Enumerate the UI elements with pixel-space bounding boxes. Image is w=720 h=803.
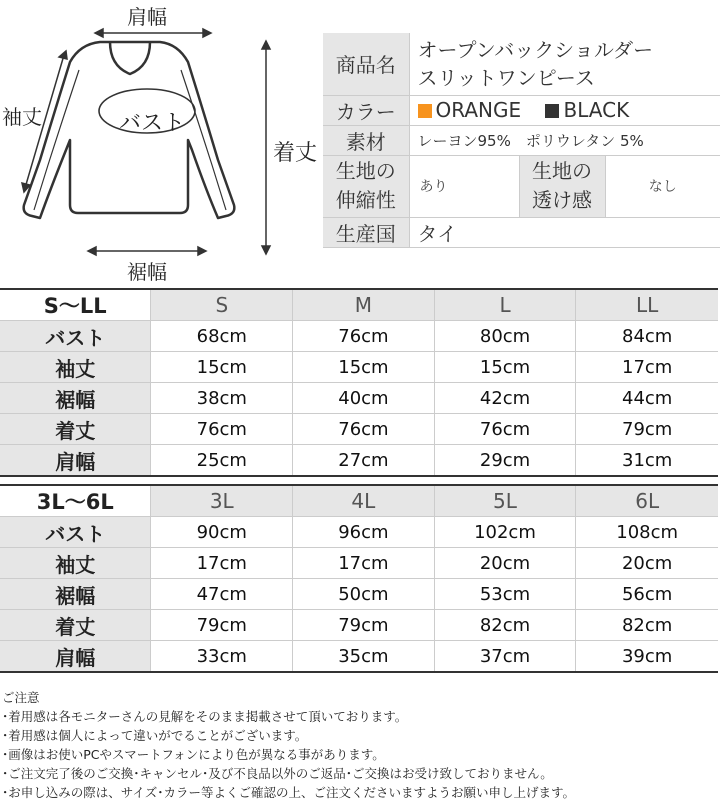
origin-label: 生産国 <box>323 217 409 247</box>
notes-section <box>2 688 575 802</box>
table-row <box>0 610 718 641</box>
stretch-label-line1: 生地の <box>335 159 396 183</box>
size-header-row <box>0 485 718 517</box>
fabric-row <box>323 155 720 217</box>
cell: 56cm <box>576 579 718 610</box>
cell: 40cm <box>293 383 435 414</box>
stretch-label-line2: 伸縮性 <box>335 188 396 212</box>
cell: 15cm <box>151 352 293 383</box>
color-label: カラー <box>323 95 409 125</box>
stretch-label <box>323 155 409 217</box>
hem-label: 裾幅 <box>127 260 167 284</box>
row-label: 裾幅 <box>0 579 151 610</box>
sheer-label-line1: 生地の <box>532 159 592 183</box>
cell: 96cm <box>293 517 435 548</box>
row-label: バスト <box>0 517 151 548</box>
garment-diagram <box>0 0 322 285</box>
material-value: レーヨン95% ポリウレタン 5% <box>409 125 720 155</box>
row-label: バスト <box>0 321 151 352</box>
row-label: 着丈 <box>0 610 151 641</box>
product-name-row <box>323 33 720 95</box>
cell: 20cm <box>434 548 576 579</box>
black-swatch <box>545 104 559 118</box>
cell: 38cm <box>151 383 293 414</box>
origin-row <box>323 217 720 247</box>
size-header-row <box>0 289 718 321</box>
material-label: 素材 <box>323 125 409 155</box>
table-row <box>0 445 718 477</box>
table-row <box>0 548 718 579</box>
size-6l: 6L <box>576 485 718 517</box>
cell: 79cm <box>576 414 718 445</box>
color-black: BLACK <box>563 98 630 122</box>
table-row <box>0 352 718 383</box>
size-m: M <box>293 289 435 321</box>
cell: 35cm <box>293 641 435 673</box>
cell: 82cm <box>434 610 576 641</box>
length-arrow <box>262 41 270 254</box>
row-label: 袖丈 <box>0 352 151 383</box>
cell: 20cm <box>576 548 718 579</box>
table-row <box>0 579 718 610</box>
cell: 44cm <box>576 383 718 414</box>
product-name-line1: オープンバックショルダー <box>417 37 654 62</box>
note-line: ･画像はお使いPCやスマートフォンにより色が異なる事があります。 <box>2 747 385 762</box>
row-label: 裾幅 <box>0 383 151 414</box>
sheer-label-line2: 透け感 <box>532 188 592 212</box>
note-line: ･お申し込みの際は、サイズ･カラー等よくご確認の上、ご注文くださいますようお願い申し上げます。 <box>2 785 576 800</box>
cell: 25cm <box>151 445 293 477</box>
cell: 53cm <box>434 579 576 610</box>
cell: 17cm <box>293 548 435 579</box>
cell: 82cm <box>576 610 718 641</box>
orange-swatch <box>418 104 432 118</box>
size-range-header: S～LL <box>0 289 151 321</box>
table-row <box>0 517 718 548</box>
size-5l: 5L <box>434 485 576 517</box>
cell: 79cm <box>293 610 435 641</box>
product-name-value <box>409 33 720 95</box>
notes-heading: ご注意 <box>2 690 40 705</box>
table-row <box>0 321 718 352</box>
product-name-line2: スリットワンピース <box>417 65 595 90</box>
cell: 90cm <box>151 517 293 548</box>
material-row <box>323 125 720 155</box>
row-label: 肩幅 <box>0 445 151 477</box>
note-line: ･着用感は個人によって違いがでることがございます。 <box>2 728 308 743</box>
cell: 80cm <box>434 321 576 352</box>
table-row <box>0 383 718 414</box>
row-label: 袖丈 <box>0 548 151 579</box>
cell: 33cm <box>151 641 293 673</box>
cell: 15cm <box>434 352 576 383</box>
bust-label: バスト <box>119 111 186 136</box>
cell: 17cm <box>576 352 718 383</box>
cell: 108cm <box>576 517 718 548</box>
origin-value: タイ <box>409 217 720 247</box>
cell: 17cm <box>151 548 293 579</box>
cell: 102cm <box>434 517 576 548</box>
size-3l: 3L <box>151 485 293 517</box>
cell: 76cm <box>293 414 435 445</box>
cell: 31cm <box>576 445 718 477</box>
cell: 42cm <box>434 383 576 414</box>
table-row <box>0 641 718 673</box>
size-l: L <box>434 289 576 321</box>
shoulder-label: 肩幅 <box>127 5 167 29</box>
cell: 15cm <box>293 352 435 383</box>
color-value <box>409 95 720 125</box>
cell: 84cm <box>576 321 718 352</box>
product-info-table <box>323 33 720 248</box>
row-label: 着丈 <box>0 414 151 445</box>
cell: 68cm <box>151 321 293 352</box>
size-range-header: 3L～6L <box>0 485 151 517</box>
size-s: S <box>151 289 293 321</box>
stretch-value: あり <box>409 155 519 217</box>
row-label: 肩幅 <box>0 641 151 673</box>
table-row <box>0 414 718 445</box>
sheer-label <box>519 155 605 217</box>
size-table-s-ll <box>0 288 718 477</box>
note-line: ･着用感は各モニターさんの見解をそのまま掲載させて頂いております。 <box>2 709 408 724</box>
cell: 79cm <box>151 610 293 641</box>
length-label: 着丈 <box>273 141 318 166</box>
cell: 27cm <box>293 445 435 477</box>
cell: 50cm <box>293 579 435 610</box>
color-row <box>323 95 720 125</box>
cell: 37cm <box>434 641 576 673</box>
note-line: ･ご注文完了後のご交換･キャンセル･及び不良品以外のご返品･ご交換はお受け致しておりません。 <box>2 766 553 781</box>
cell: 47cm <box>151 579 293 610</box>
size-ll: LL <box>576 289 718 321</box>
sheer-value: なし <box>605 155 720 217</box>
cell: 76cm <box>151 414 293 445</box>
size-4l: 4L <box>293 485 435 517</box>
shoulder-arrow <box>95 29 211 37</box>
product-name-label: 商品名 <box>323 33 409 95</box>
cell: 76cm <box>293 321 435 352</box>
sleeve-label: 袖丈 <box>2 105 42 129</box>
hem-arrow <box>88 247 206 255</box>
color-orange: ORANGE <box>435 98 522 122</box>
size-table-3l-6l <box>0 484 718 673</box>
cell: 76cm <box>434 414 576 445</box>
cell: 39cm <box>576 641 718 673</box>
cell: 29cm <box>434 445 576 477</box>
